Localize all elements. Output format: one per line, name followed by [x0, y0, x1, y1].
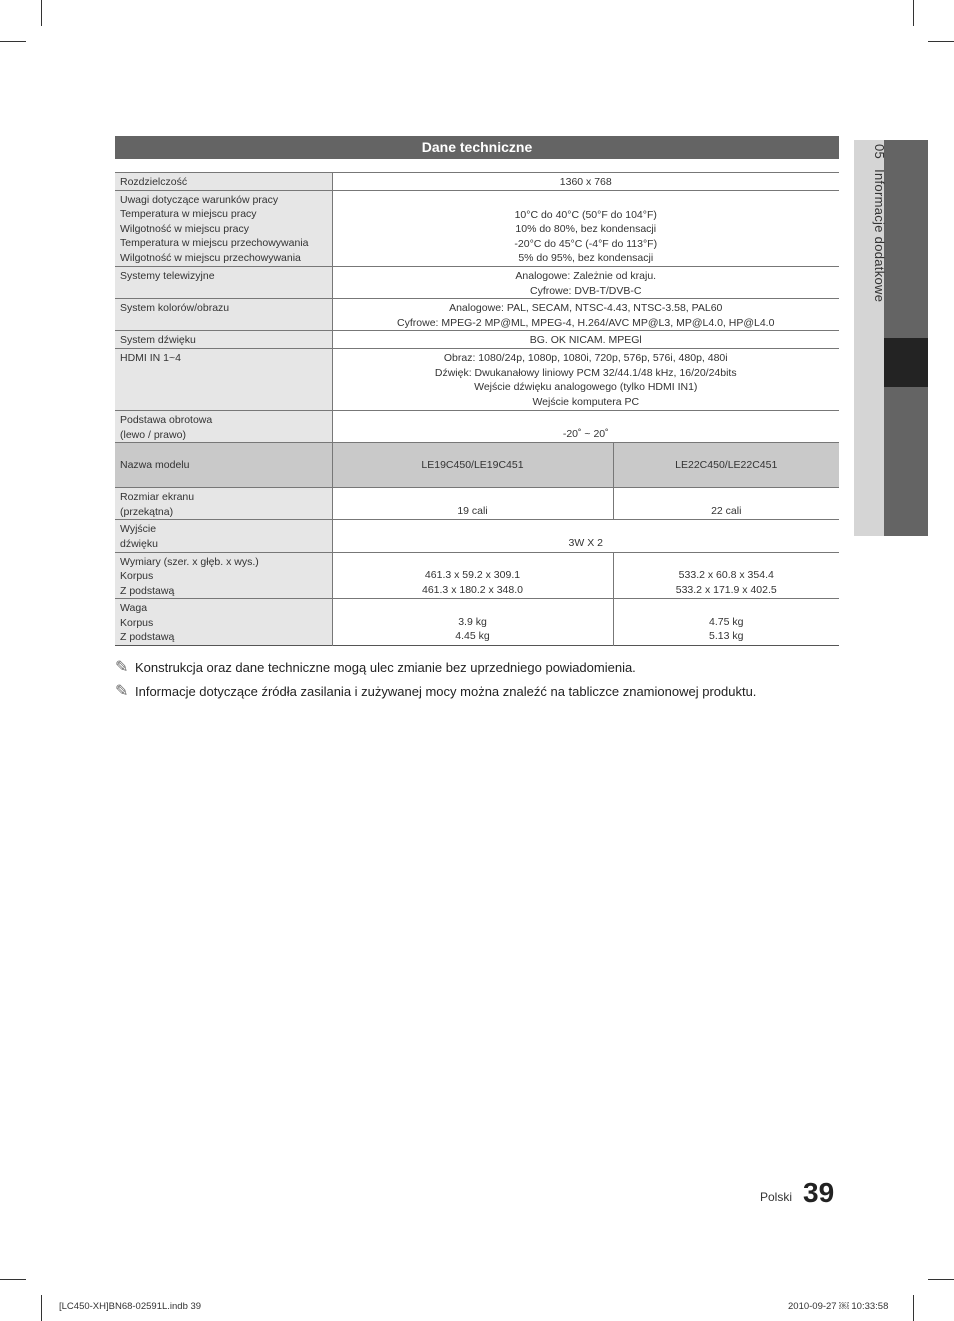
row-value: BG. OK NICAM. MPEGl — [332, 331, 839, 349]
row-label: Podstawa obrotowa (lewo / prawo) — [115, 410, 332, 442]
row-value: 3.9 kg 4.45 kg — [332, 599, 613, 646]
crop-mark — [41, 0, 42, 26]
chapter-side-tab — [854, 140, 928, 536]
row-value: 1360 x 768 — [332, 173, 839, 191]
row-value: Obraz: 1080/24p, 1080p, 1080i, 720p, 576p, 576i, 480p, 480i Dźwięk: Dwukanałowy liniowy PCM 32/44.1/48 kHz, 16/20/24bits Wejście dźwięku analogowego (tylko HDMI IN1) Wejście komputera PC — [332, 348, 839, 410]
crop-mark — [928, 41, 954, 42]
page-number: 39 — [803, 1177, 835, 1208]
row-value: 10°C do 40°C (50°F do 104°F) 10% do 80%, bez kondensacji -20°C do 45°C (-4°F do 113°F) 5% do 95%, bez kondensacji — [332, 190, 839, 266]
row-value: 533.2 x 60.8 x 354.4 533.2 x 171.9 x 402.5 — [613, 552, 839, 599]
table-row — [115, 443, 839, 488]
row-value: 19 cali — [332, 488, 613, 520]
crop-mark — [913, 1295, 914, 1321]
print-slug-date: 2010-09-27 ￼ 10:33:58 — [788, 1301, 889, 1312]
note-2: ✎ Informacje dotyczące źródła zasilania i zużywanej mocy można znaleźć na tabliczce znamionowej produktu. — [115, 683, 757, 700]
row-value: 3W X 2 — [332, 520, 839, 552]
row-label: Wymiary (szer. x głęb. x wys.) Korpus Z podstawą — [115, 552, 332, 599]
row-value: Analogowe: PAL, SECAM, NTSC-4.43, NTSC-3.58, PAL60 Cyfrowe: MPEG-2 MP@ML, MPEG-4, H.264/AVC MP@L3, MP@L4.0, HP@L4.0 — [332, 299, 839, 331]
table-row — [115, 299, 839, 331]
row-label: HDMI IN 1~4 — [115, 348, 332, 410]
section-title: Dane techniczne — [115, 136, 839, 159]
table-row — [115, 348, 839, 410]
crop-mark — [928, 1279, 954, 1280]
chapter-label: 05Informacje dodatkowe — [872, 144, 887, 303]
row-label: Rozmiar ekranu (przekątna) — [115, 488, 332, 520]
row-value: -20˚ ~ 20˚ — [332, 410, 839, 442]
row-label: System dźwięku — [115, 331, 332, 349]
row-value: 4.75 kg 5.13 kg — [613, 599, 839, 646]
table-row — [115, 410, 839, 442]
row-value: 22 cali — [613, 488, 839, 520]
row-label: Wyjście dźwięku — [115, 520, 332, 552]
table-row — [115, 488, 839, 520]
row-label: Nazwa modelu — [115, 443, 332, 488]
model-name-2: LE22C450/LE22C451 — [613, 443, 839, 488]
print-slug-file: [LC450-XH]BN68-02591L.indb 39 — [59, 1301, 202, 1312]
pencil-icon: ✎ — [115, 659, 129, 676]
footer-language: Polski — [760, 1190, 793, 1204]
note-1: ✎ Konstrukcja oraz dane techniczne mogą ulec zmianie bez uprzedniego powiadomienia. — [115, 659, 636, 676]
table-row — [115, 173, 839, 191]
pencil-icon: ✎ — [115, 683, 129, 700]
specs-table — [115, 172, 839, 646]
table-row — [115, 331, 839, 349]
crop-mark — [913, 0, 914, 26]
table-row — [115, 599, 839, 646]
row-value: 461.3 x 59.2 x 309.1 461.3 x 180.2 x 348.0 — [332, 552, 613, 599]
crop-mark — [41, 1295, 42, 1321]
table-row — [115, 190, 839, 266]
row-label: Systemy telewizyjne — [115, 266, 332, 298]
row-label: Waga Korpus Z podstawą — [115, 599, 332, 646]
crop-mark — [0, 1279, 26, 1280]
crop-mark — [0, 41, 26, 42]
table-row — [115, 552, 839, 599]
table-row — [115, 266, 839, 298]
row-label: Rozdzielczość — [115, 173, 332, 191]
row-value: Analogowe: Zależnie od kraju. Cyfrowe: DVB-T/DVB-C — [332, 266, 839, 298]
row-label: System kolorów/obrazu — [115, 299, 332, 331]
model-name-1: LE19C450/LE19C451 — [332, 443, 613, 488]
table-row — [115, 520, 839, 552]
row-label: Uwagi dotyczące warunków pracy Temperatura w miejscu pracy Wilgotność w miejscu pracy Temperatura w miejscu przechowywania Wilgotność w miejscu przechowywania — [115, 190, 332, 266]
